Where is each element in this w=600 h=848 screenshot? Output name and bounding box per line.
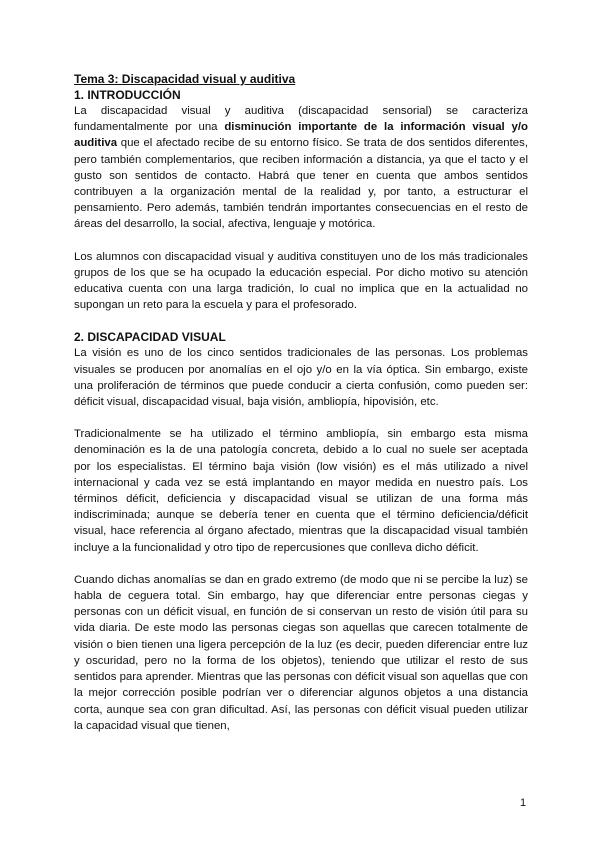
paragraph-visual-3: Cuando dichas anomalías se dan en grado extremo (de modo que ni se percibe la luz) se habla de ceguera total. Sin embargo, hay que diferenciar entre personas ciegas y personas con un déficit visual, en función de si conservan un resto de visión útil para su vida diaria. De este modo las personas ciegas son aquellas que carecen totalmente de visión o bien tienen una ligera percepción de la luz (es decir, pueden diferenciar entre luz y oscuridad, pero no la forma de los objetos), teniendo que utilizar el resto de sus sentidos para aprender. Mientras que las personas con déficit visual son aquellas que con la mejor corrección posible podrían ver o diferenciar algunos objetos a una distancia corta, aunque sea con gran dificultad. Así, las personas con déficit visual pueden utilizar la capacidad visual que tienen, xyxy=(74,573,529,732)
paragraph-text: La discapacidad visual y auditiva (discapacidad sensorial) se caracteriza fundamentalmente por una xyxy=(74,105,528,134)
paragraph-intro-1 xyxy=(74,103,528,233)
section-heading-introduccion: 1. INTRODUCCIÓN xyxy=(74,88,181,102)
paragraph-visual-2: Tradicionalmente se ha utilizado el término ambliopía, sin embargo esta misma denominación es la de una patología concreta, debido a lo cual no suele ser aceptada por los especialistas. El término baja visión (low visión) es el más utilizado a nivel internacional y cada vez se está implantando en mayor medida en nuestro país. Los términos déficit, deficiencia y discapacidad visual se utilizan de una forma más indiscriminada; aunque se debería tener en cuenta que el término deficiencia/déficit visual, hace referencia al órgano afectado, mientras que la discapacidad visual también incluye a la funcionalidad y otro tipo de repercusiones que conlleva dicho déficit. xyxy=(74,428,528,554)
document-body xyxy=(74,71,528,734)
paragraph-intro-2: Los alumnos con discapacidad visual y auditiva constituyen uno de los más tradicionales grupos de los que se ha ocupado la educación especial. Por dicho motivo su atención educativa cuenta con una larga tradición, lo cual no implica que en la actualidad no supongan un reto para la escuela y para el profesorado. xyxy=(74,250,528,312)
section-heading-discapacidad-visual: 2. DISCAPACIDAD VISUAL xyxy=(74,330,226,345)
paragraph-text: que el afectado recibe de su entorno físico. Se trata de dos sentidos diferentes, pero también complementarios, que reciben información a distancia, ya que el tacto y el gusto son sentidos de contacto. Habrá que tener en cuenta que ambos sentidos contribuyen a la organización mental de la realidad y, por tanto, a estructurar el pensamiento. Pero además, también tendrán importantes consecuencias en el resto de áreas del desarrollo, la social, afectiva, lenguaje y motórica. xyxy=(74,137,528,231)
paragraph-visual-1: La visión es uno de los cinco sentidos tradicionales de las personas. Los problemas visuales se producen por anomalías en el ojo y/o en la vía óptica. Sin embargo, existe una proliferación de términos que puede conducir a cierta confusión, como pueden ser: déficit visual, discapacidad visual, baja visión, ambliopía, hipovisión, etc. xyxy=(74,347,528,409)
document-title: Tema 3: Discapacidad visual y auditiva xyxy=(74,72,296,86)
bold-phrase: disminución importante de la información visual y/o auditiva xyxy=(74,121,528,150)
page-number: 1 xyxy=(520,797,527,809)
